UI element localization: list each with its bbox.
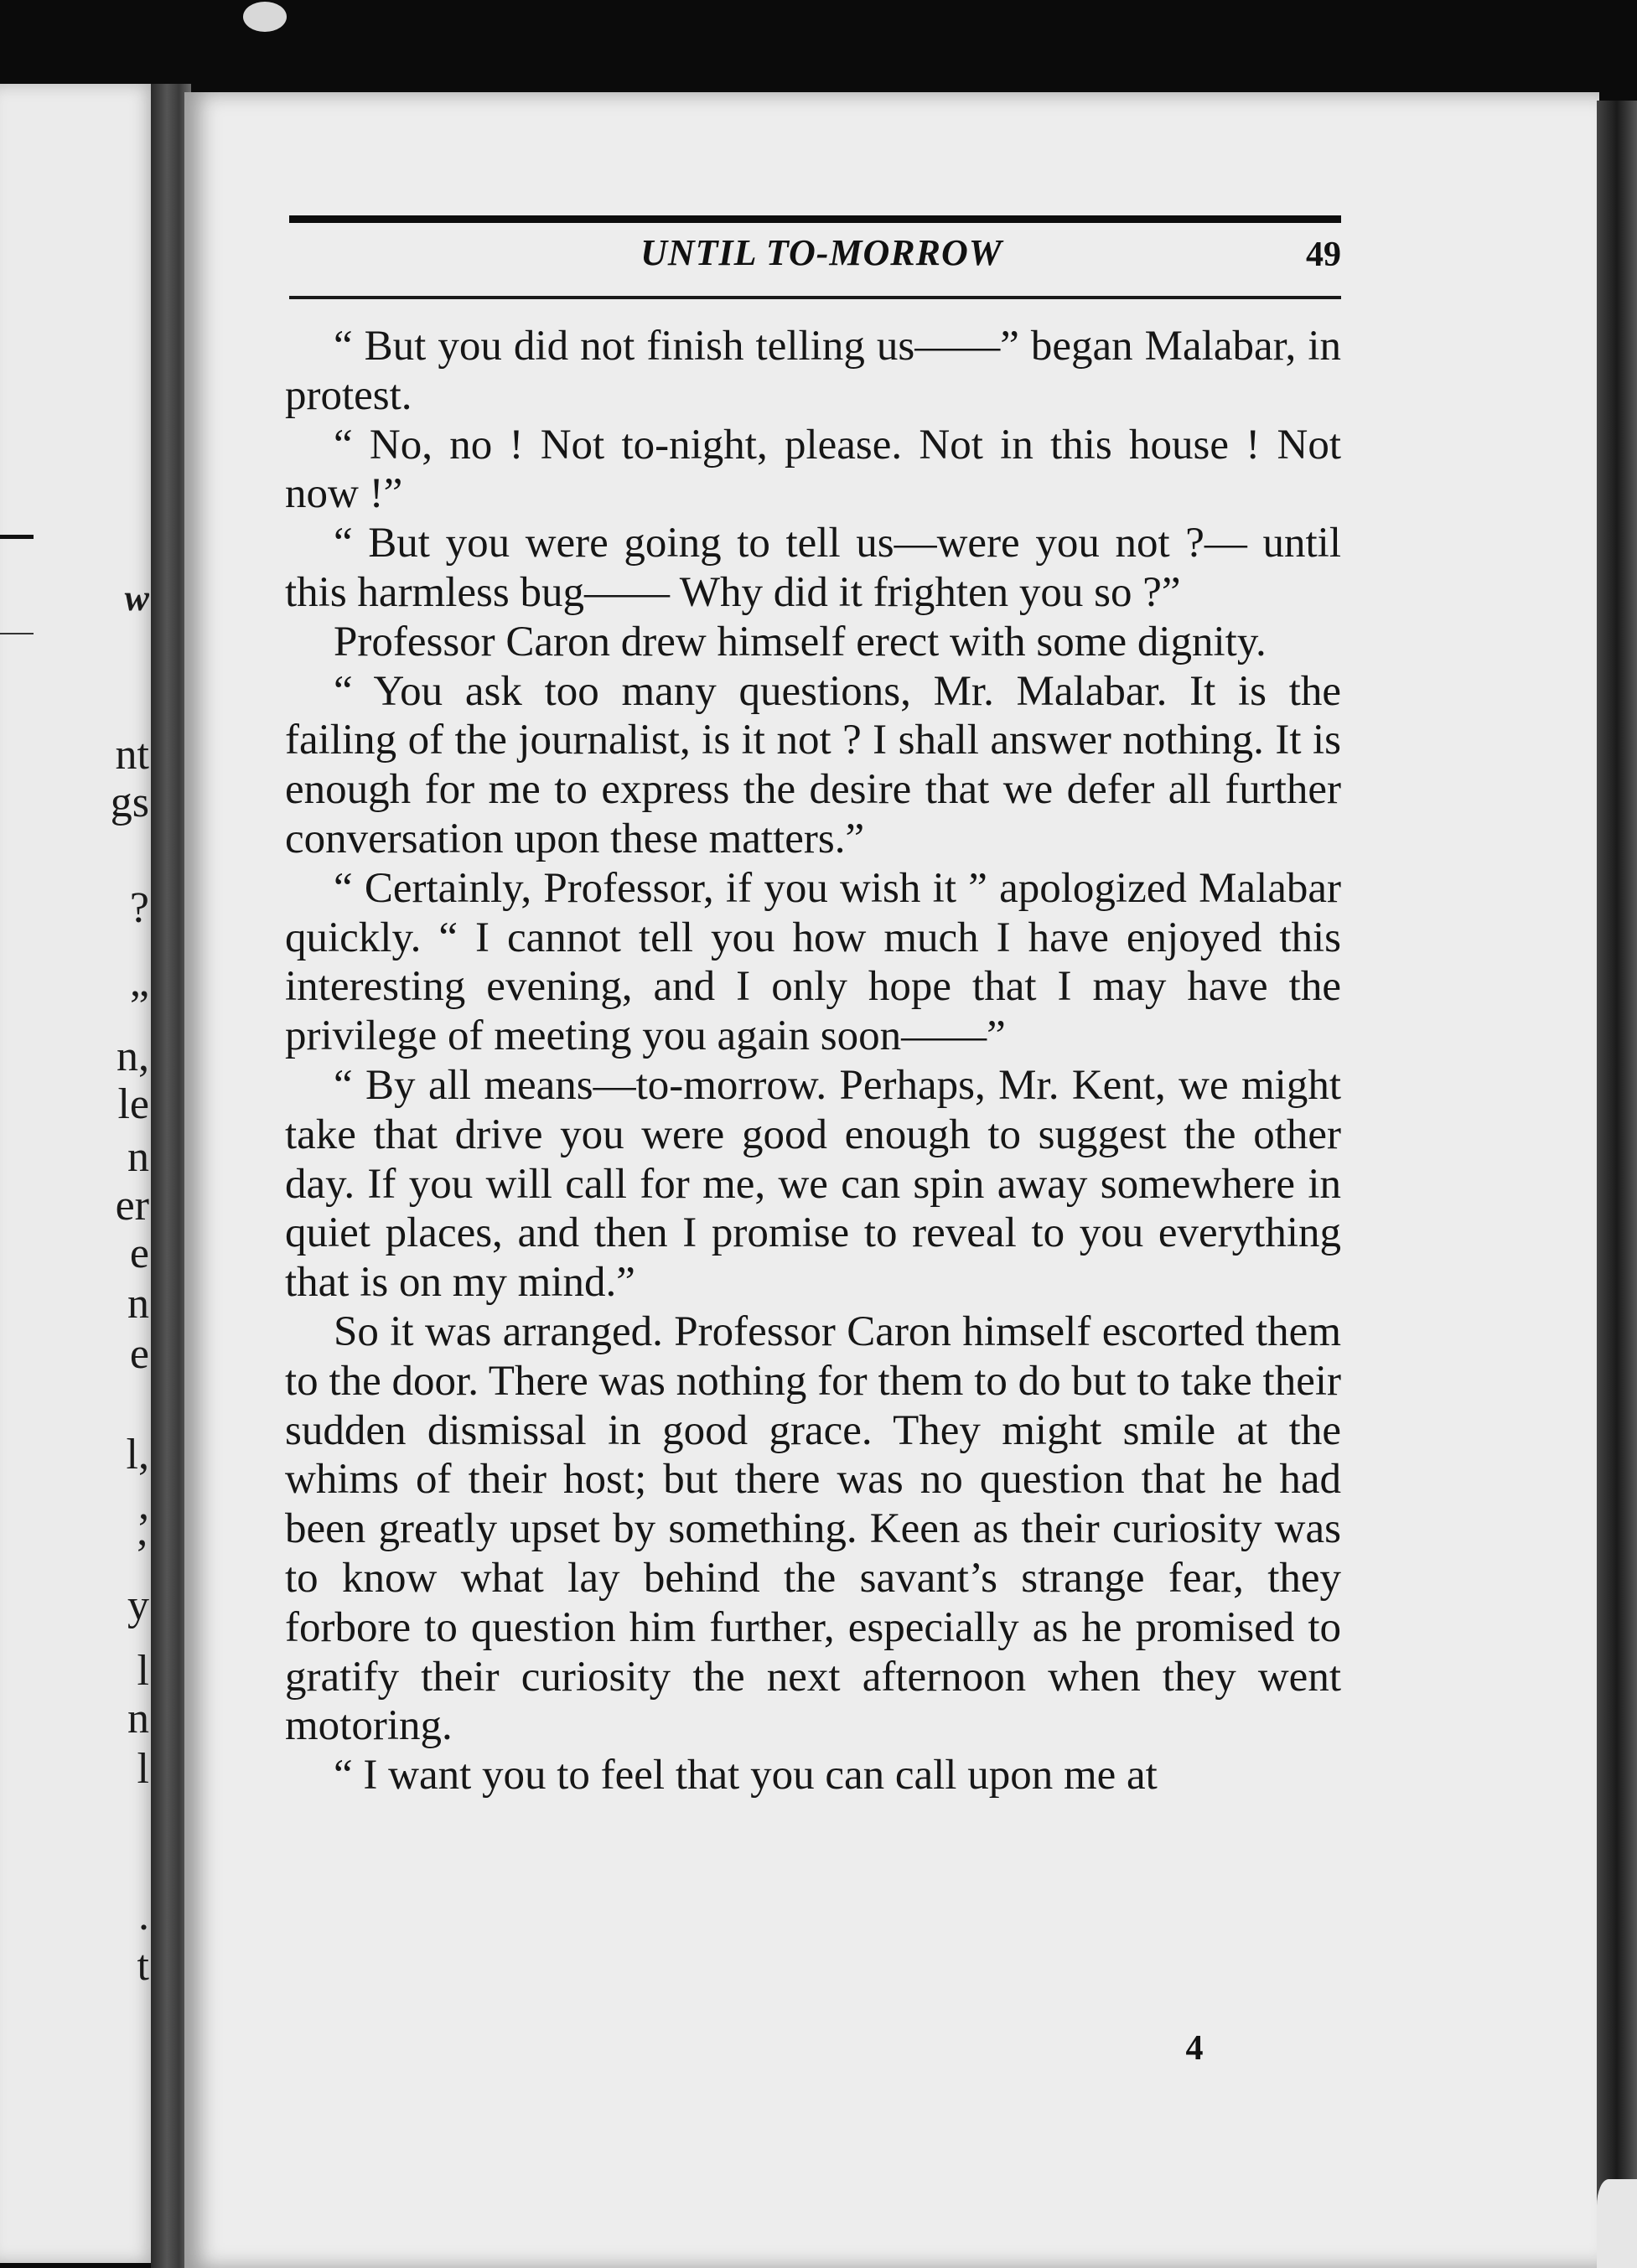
left-page-fragment: .	[138, 1892, 149, 1939]
left-page-fragment: w	[124, 577, 149, 619]
body-text	[285, 322, 1341, 1800]
paragraph: “ I want you to feel that you can call upon me at	[334, 1752, 1158, 1799]
left-page-fragment: ”	[129, 982, 149, 1030]
left-page-fragment: l,	[126, 1431, 149, 1478]
page-edge-shadow	[1597, 101, 1637, 2268]
left-page-fragment: e	[129, 1330, 149, 1378]
page-number: 49	[1306, 236, 1341, 274]
paragraph: “ No, no ! Not to-night, please. Not in this house ! Not now !”	[285, 421, 1341, 518]
left-page-fragment: gs	[110, 779, 149, 826]
paragraph: “ But you did not finish telling us——” began Malabar, in protest.	[285, 323, 1341, 419]
left-page-fragment: nt	[115, 731, 149, 779]
header-rule	[289, 215, 1341, 223]
signature-mark: 4	[1185, 2029, 1204, 2068]
left-page-fragment: ,	[138, 1481, 149, 1529]
left-page-fragment: t	[137, 1942, 149, 1990]
left-page-fragment: n	[127, 1695, 149, 1742]
scan-artifact	[1597, 2179, 1637, 2268]
left-page-rule	[0, 633, 34, 634]
header-rule	[289, 296, 1341, 299]
left-page-fragment: n	[127, 1133, 149, 1181]
left-page-fragment: le	[117, 1080, 149, 1128]
running-head: UNTIL TO-MORROW	[640, 232, 1002, 273]
paragraph: Professor Caron drew himself erect with some dignity.	[334, 618, 1267, 665]
scan-artifact	[243, 2, 287, 32]
paragraph: So it was arranged. Professor Caron himself escorted them to the door. There was nothing for them to do but to take their sudden dismissal in good grace. They might smile at the whims of their host; but there was no question that he had been greatly upset by something. Keen as their curiosity was to know what lay behind the savant’s strange fear, they forbore to question him further, especially as he promised to gratify their curiosity the next afternoon when they went motoring.	[285, 1307, 1341, 1750]
left-page-fragment: e	[129, 1230, 149, 1277]
paragraph: “ You ask too many questions, Mr. Malabar. It is the failing of the journalist, is it not ? I shall answer nothing. It is enough for me to express the desire that we defer all further conversation upon these matters.”	[285, 667, 1341, 862]
paragraph: “ By all means—to-morrow. Perhaps, Mr. Kent, we might take that drive you were good enough to suggest the other day. If you will call for me, we can spin away somewhere in quiet places, and then I promise to reveal to you everything that is on my mind.”	[285, 1061, 1341, 1307]
left-page-fragment: y	[127, 1582, 149, 1629]
paragraph: “ But you were going to tell us—were you not ?— until this harmless bug—— Why did it frighten you so ?”	[285, 520, 1341, 616]
left-page-fragment: er	[115, 1182, 149, 1230]
left-page-fragment: n,	[117, 1033, 149, 1080]
left-page-fragment: l	[137, 1647, 149, 1695]
left-page-fragment: ?	[129, 884, 149, 932]
left-page-edge	[0, 84, 159, 2263]
left-page-fragment: n	[127, 1280, 149, 1328]
left-page-fragment: ’	[134, 1531, 149, 1579]
paragraph: “ Certainly, Professor, if you wish it ” apologized Malabar quickly. “ I cannot tell you how much I have enjoyed this interesting evening, and I only hope that I may have the privilege of meeting you again soon——”	[285, 864, 1341, 1060]
left-page-fragment: l	[137, 1745, 149, 1793]
left-page-rule	[0, 535, 34, 539]
